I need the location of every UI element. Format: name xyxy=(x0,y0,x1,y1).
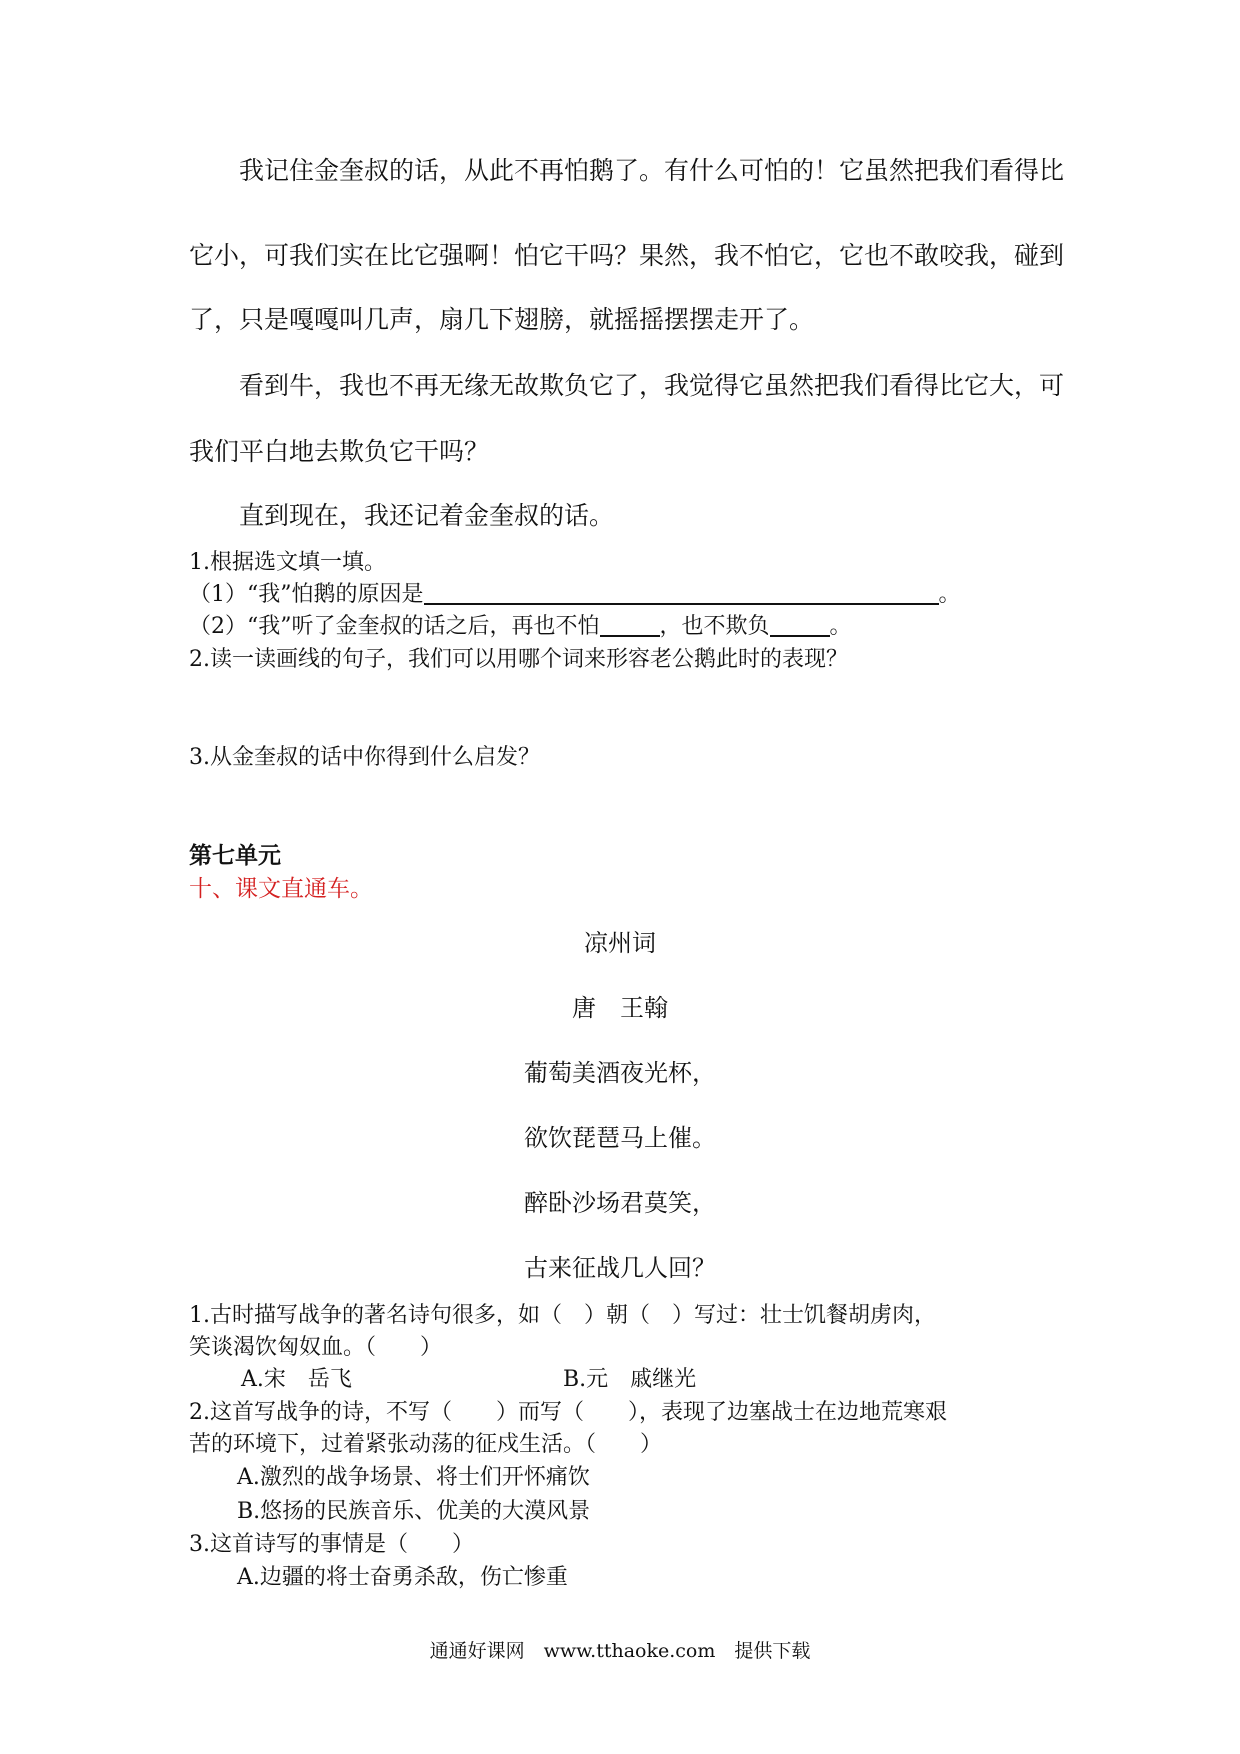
section-title: 十、课文直通车。 xyxy=(189,876,373,902)
question-1-2-part-c: 。 xyxy=(829,614,852,639)
question-1-2-part-b: ，也不欺负 xyxy=(659,614,770,639)
answer-blank[interactable] xyxy=(770,611,830,637)
question-1-1 xyxy=(189,577,961,608)
question-1: 1.根据选文填一填。 xyxy=(189,550,386,575)
passage-line-6: 直到现在，我还记着金奎叔的话。 xyxy=(239,501,615,530)
question-1-2-part-a: （2）“我”听了金奎叔的话之后，再也不怕 xyxy=(189,614,600,639)
question-3: 3.从金奎叔的话中你得到什么启发？ xyxy=(189,745,540,770)
poem-line-1: 葡萄美酒夜光杯， xyxy=(524,1059,716,1087)
poem-line-2: 欲饮琵琶马上催。 xyxy=(524,1124,716,1152)
poem-question-1-line-1: 1.古时描写战争的著名诗句很多，如（ ）朝（ ）写过：壮士饥餐胡虏肉， xyxy=(189,1303,936,1328)
unit-title: 第七单元 xyxy=(189,843,281,869)
passage-line-4: 看到牛，我也不再无缘无故欺负它了，我觉得它虽然把我们看得比它大，可 xyxy=(239,371,1065,400)
poem-question-2-line-2: 苦的环境下，过着紧张动荡的征戍生活。（ ） xyxy=(189,1432,663,1457)
poem-title: 凉州词 xyxy=(584,929,656,957)
answer-blank[interactable] xyxy=(424,579,939,605)
poem-question-3: 3.这首诗写的事情是（ ） xyxy=(189,1532,474,1557)
question-1-2 xyxy=(189,609,852,640)
passage-line-1: 我记住金奎叔的话，从此不再怕鹅了。有什么可怕的！它虽然把我们看得比 xyxy=(239,156,1065,185)
question-2: 2.读一读画线的句子，我们可以用哪个词来形容老公鹅此时的表现？ xyxy=(189,647,848,672)
poem-question-3-option-a: A.边疆的将士奋勇杀敌，伤亡惨重 xyxy=(237,1565,568,1590)
passage-line-5: 我们平白地去欺负它干吗？ xyxy=(189,437,490,466)
poem-line-4: 古来征战几人回？ xyxy=(524,1254,716,1282)
question-1-1-prefix: （1）“我”怕鹅的原因是 xyxy=(189,582,424,607)
poem-question-2-option-a: A.激烈的战争场景、将士们开怀痛饮 xyxy=(237,1465,590,1490)
answer-blank[interactable] xyxy=(600,611,660,637)
question-1-1-suffix: 。 xyxy=(938,582,961,607)
poem-question-2-option-b: B.悠扬的民族音乐、优美的大漠风景 xyxy=(237,1499,591,1524)
poem-question-1-option-b: B.元 戚继光 xyxy=(563,1367,697,1392)
poem-author: 唐 王翰 xyxy=(572,994,668,1022)
poem-question-2-line-1: 2.这首写战争的诗，不写（ ）而写（ ），表现了边塞战士在边地荒寒艰 xyxy=(189,1400,947,1425)
passage-line-3: 了，只是嘎嘎叫几声，扇几下翅膀，就摇摇摆摆走开了。 xyxy=(189,305,815,334)
passage-line-2: 它小，可我们实在比它强啊！怕它干吗？果然，我不怕它，它也不敢咬我，碰到 xyxy=(189,241,1065,270)
poem-line-3: 醉卧沙场君莫笑， xyxy=(524,1189,716,1217)
poem-question-1-line-2: 笑谈渴饮匈奴血。（ ） xyxy=(189,1335,443,1360)
page-footer: 通通好课网 www.tthaoke.com 提供下载 xyxy=(429,1640,811,1662)
poem-question-1-option-a: A.宋 岳飞 xyxy=(241,1367,352,1392)
